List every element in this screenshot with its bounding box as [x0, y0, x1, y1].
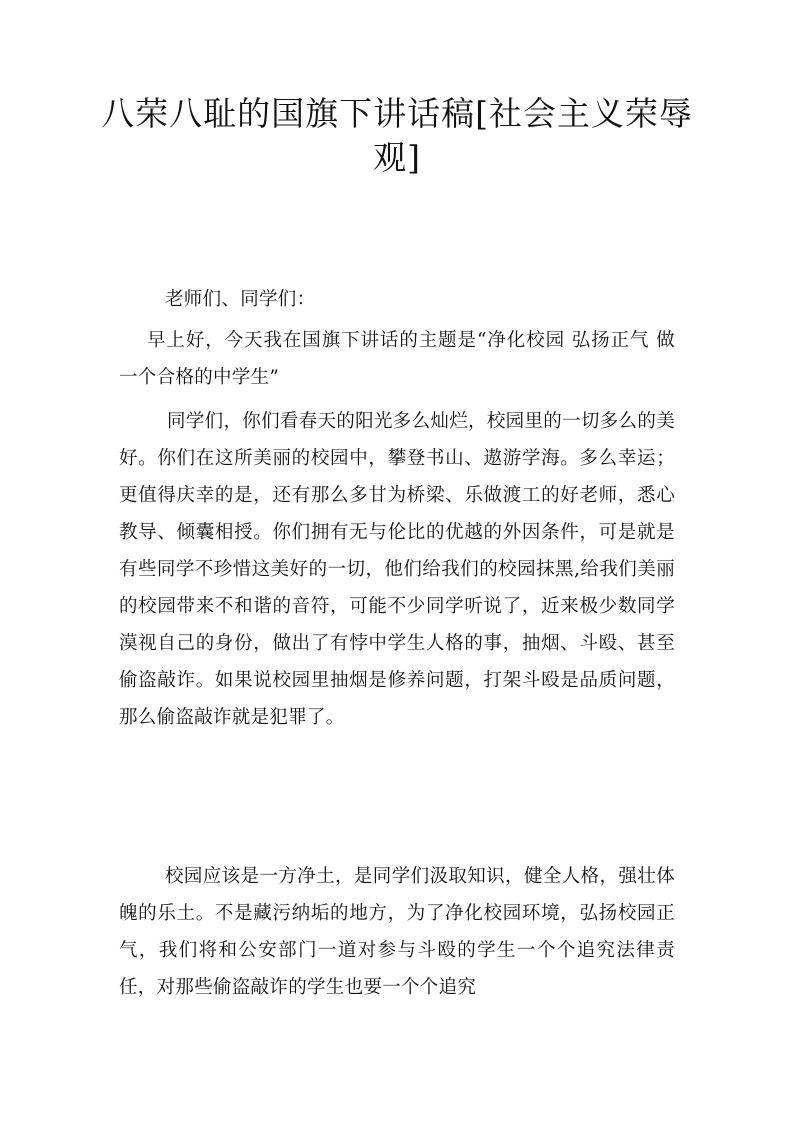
paragraph-pure-campus: 校园应该是一方净土，是同学们汲取知识，健全人格，强壮体魄的乐土。不是藏污纳垢的地方，为了净化校园环境，弘扬校园正气，我们将和公安部门一道对参与斗殴的学生一个个追究法律责任，对那些偷盗敲诈的学生也要一个个追究	[119, 866, 675, 998]
paragraph-greeting: 早上好，今天我在国旗下讲话的主题是“净化校园 弘扬正气 做一个合格的中学生”	[119, 330, 675, 388]
paragraph-campus-beauty: 同学们，你们看春天的阳光多么灿烂，校园里的一切多么的美好。你们在这所美丽的校园中，攀登书山、遨游学海。多么幸运；更值得庆幸的是，还有那么多甘为桥梁、乐做渡工的好老师，悉心教导、倾囊相授。你们拥有无与伦比的优越的外因条件，可是就是有些同学不珍惜这美好的一切，他们给我们的校园抹黑,给我们美丽的校园带来不和谐的音符，可能不少同学听说了，近来极少数同学漠视自己的身份，做出了有悖中学生人格的事，抽烟、斗殴、甚至偷盗敲诈。如果说校园里抽烟是修养问题，打架斗殴是品质问题，那么偷盗敲诈就是犯罪了。	[119, 411, 675, 728]
document-title: 八荣八耻的国旗下讲话稿[社会主义荣辱观]	[101, 94, 693, 177]
salutation: 老师们、同学们：	[165, 289, 316, 310]
